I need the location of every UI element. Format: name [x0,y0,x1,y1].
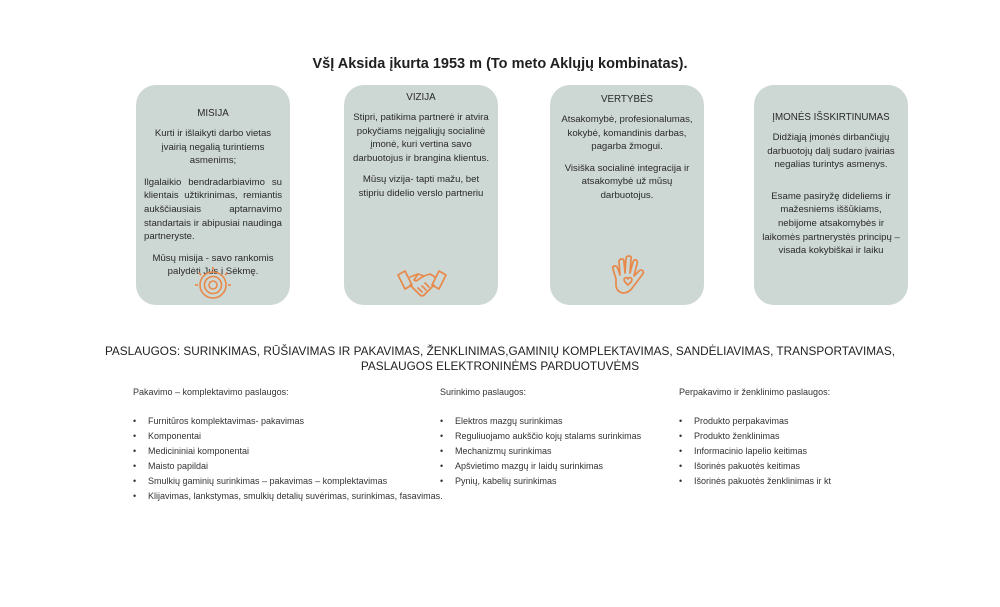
list-item: • Apšvietimo mazgų ir laidų surinkimas [440,459,641,474]
card-text: Mūsų misija - savo rankomis palydėti Jus į Sėkmę. [152,252,274,278]
card-text: Mūsų vizija- tapti mažu, bet stipriu didelio verslo partneriu [358,174,484,199]
list-item: • Reguliuojamo aukščio kojų stalams surinkimas [440,429,641,444]
list-item: • Informacinio lapelio keitimas [679,444,831,459]
list-item: • Elektros mazgų surinkimas [440,414,641,429]
services-title-line: PASLAUGOS ELEKTRONINĖMS PARDUOTUVĖMS [360,358,640,373]
card-text: Kurti ir išlaikyti darbo vietas įvairią negalią turintiems asmenims; [154,127,272,167]
services-list [133,414,443,504]
list-item: • Produkto ženklinimas [679,429,831,444]
column-heading: Perpakavimo ir ženklinimo paslaugos: [679,387,831,397]
list-item: • Furnitūros komplektavimas- pakavimas [133,414,443,429]
card-vision [344,85,498,305]
hand-heart-icon [607,255,647,299]
column-heading: Pakavimo – komplektavimo paslaugos: [133,387,289,397]
page-title: VšĮ Aksida įkurta 1953 m (To meto Aklųjų kombinatas). [312,56,688,72]
services-list [679,414,831,489]
services-column-repacking [679,387,831,489]
card-heading: VERTYBĖS [600,94,654,105]
card-heading: ĮMONĖS IŠSKIRTINUMAS [772,112,890,123]
list-item: • Produkto perpakavimas [679,414,831,429]
list-item: • Maisto papildai [133,459,443,474]
card-text: Esame pasiryžę dideliems ir mažesniems iššūkiams, nebijome atsakomybės ir laikomės partnerystės principų – visada kokybiškai ir laiku [762,190,900,257]
card-text: Visiška socialinė integracija ir atsakomybė už mūsų darbuotojus. [564,162,690,201]
services-title [0,344,1000,373]
card-distinctiveness [754,85,908,305]
list-item: • Medicininiai komponentai [133,444,443,459]
card-text: Atsakomybė, profesionalumas, kokybė, komandinis darbas, pagarba žmogui. [561,113,693,153]
card-text: Ilgalaikio bendradarbiavimo su klientais užtikrinimas, remiantis aukščiausiais aptarnavimo standartais ir abipusiai naudinga partneryste. [144,176,282,243]
card-heading: VIZIJA [406,92,436,103]
card-values [550,85,704,305]
list-item: • Klijavimas, lankstymas, smulkių detalių suvėrimas, surinkimas, fasavimas. [133,489,443,504]
list-item: • Smulkių gaminių surinkimas – pakavimas – komplektavimas [133,474,443,489]
list-item: • Pynių, kabelių surinkimas [440,474,641,489]
services-column-assembly [440,387,641,489]
card-heading: MISIJA [197,108,229,119]
target-sun-icon [193,265,233,301]
card-mission [136,85,290,305]
handshake-icon [396,265,448,301]
list-item: • Išorinės pakuotės keitimas [679,459,831,474]
card-text: Didžiąją įmonės dirbančiųjų darbuotojų dalį sudaro įvairias negalias turintys asmenys. [767,131,895,171]
list-item: • Mechanizmų surinkimas [440,444,641,459]
card-text: Stipri, patikima partnerė ir atvira pokyčiams neįgaliųjų socialinė įmonė, kuri vertina savo darbuotojus ir brangina klientus. [353,111,489,164]
services-title-line: PASLAUGOS: SURINKIMAS, RŪŠIAVIMAS IR PAKAVIMAS, ŽENKLINIMAS,GAMINIŲ KOMPLEKTAVIMAS, SANDĖLIAVIMAS, TRANSPORTAVIMAS, [104,344,896,358]
list-item: • Komponentai [133,429,443,444]
list-item: • Išorinės pakuotės ženklinimas ir kt [679,474,831,489]
column-heading: Surinkimo paslaugos: [440,387,527,397]
services-list [440,414,641,489]
services-column-packing [133,387,443,504]
